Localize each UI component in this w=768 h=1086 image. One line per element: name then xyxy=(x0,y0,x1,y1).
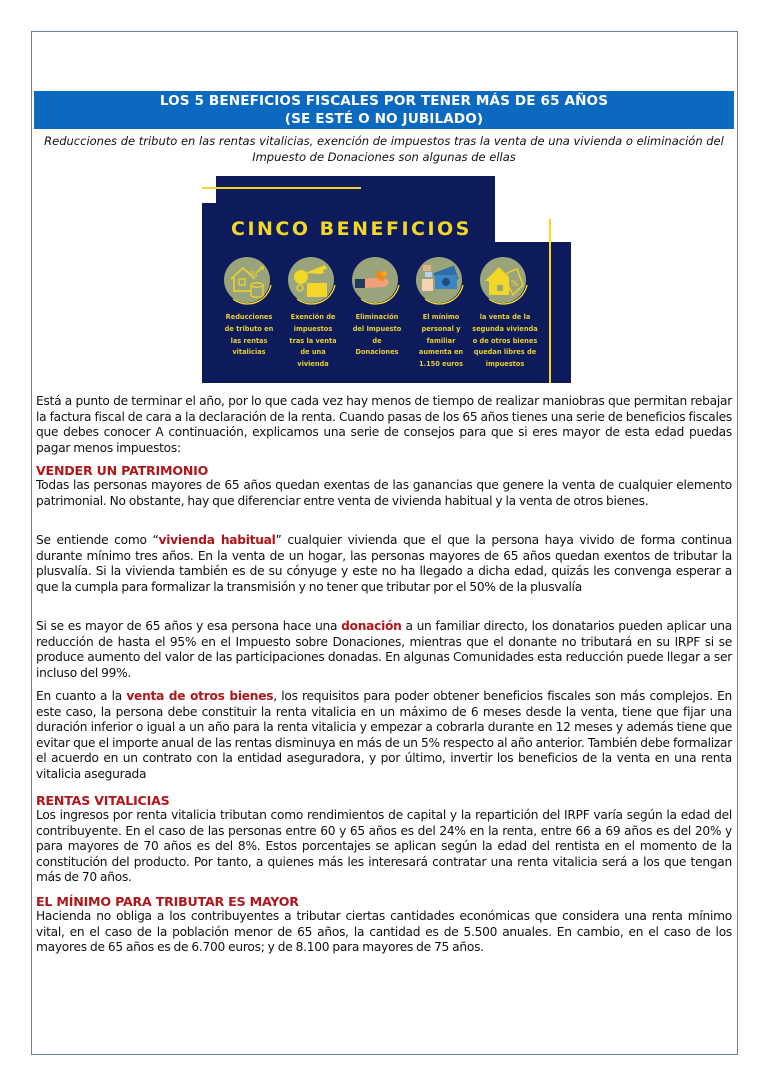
patrimonio-paragraph-otros-bienes: En cuanto a la venta de otros bienes, los requisitos para poder obtener beneficios fiscales son más complejos. En este caso, la persona debe constituir la renta vitalicia en un máximo de 6 meses desde la venta, tiene que fijar una duración inferior o igual a un año para la renta vitalicia y empezar a cobrarla durante en 12 meses y además tiene que evitar que el importe anual de las rentas disminuya en más de un 5% respecto al año anterior. También debe formalizar el acuerdo en un contrato con la entidad aseguradora, y por último, invertir los beneficios de la venta en una renta vitalicia asegurada xyxy=(36,689,732,781)
article-title-banner xyxy=(34,91,734,129)
infographic-cinco-beneficios xyxy=(196,172,571,383)
patrimonio-paragraph-vivienda-habitual: Se entiende como “vivienda habitual” cualquier vivienda que el que la persona haya vivido de forma continua durante mínimo tres años. En la venta de un hogar, las personas mayores de 65 años quedan exentos de tributar la plusvalía. Si la vivienda también es de su cónyuge y este no ha llegado a dicha edad, quizás les convenga esperar a que la cumpla para formalizar la transmisión y no tener que tributar por el 50% de la plusvalía xyxy=(36,533,732,594)
highlight-vivienda-habitual: vivienda habitual xyxy=(158,533,276,547)
highlight-donacion: donación xyxy=(341,619,402,633)
key-icon xyxy=(287,255,339,307)
rentas-paragraph: Los ingresos por renta vitalicia tributan como rendimientos de capital y la repartición del IRPF varía según la edad del contribuyente. En el caso de las personas entre 60 y 65 años es del 24% en la renta, entre 66 a 69 años es del 20% y para mayores de 70 años es del 8%. Estos porcentajes se aplican según la edad del rentista en el momento de la constitución del producto. Por tanto, a quienes más les interesará contratar una renta vitalicia será a los que tengan más de 70 años. xyxy=(36,808,732,885)
subtitle-line-2: Impuesto de Donaciones son algunas de ellas xyxy=(252,149,516,164)
svg-text:%: % xyxy=(511,279,519,288)
patrimonio-paragraph-donacion: Si se es mayor de 65 años y esa persona hace una donación a un familiar directo, los donatarios pueden aplicar una reducción de hasta el 95% en el Impuesto sobre Donaciones, mientras que el donante no tributará en su IRPF si se produce aumento del valor de las participaciones donadas. En algunas Comunidades esta reducción puede llegar a ser incluso del 99%. xyxy=(36,619,732,680)
infographic-white-corner-topleft xyxy=(196,176,216,203)
infographic-caption-1: Reducciones de tributo en las rentas vitalicias xyxy=(224,313,274,357)
infographic-caption-4: El mínimo personal y familiar aumenta en 1.150 euros xyxy=(418,313,464,369)
article-title-line-2: (SE ESTÉ O NO JUBILADO) xyxy=(284,110,484,127)
infographic-caption-5: la venta de la segunda vivienda o de otros bienes quedan libres de impuestos xyxy=(472,313,538,369)
heading-minimo-tributar: EL MÍNIMO PARA TRIBUTAR ES MAYOR xyxy=(36,894,299,909)
minimo-paragraph: Hacienda no obliga a los contribuyentes a tributar ciertas cantidades económicas que considera una renta mínimo vital, en el caso de la población menor de 65 años, la cantidad es de 5.500 anuales. En cambio, en el caso de los mayores de 65 años es de 6.700 euros; y de 8.100 para mayores de 75 años. xyxy=(36,909,732,955)
intro-paragraph: Está a punto de terminar el año, por lo que cada vez hay menos de tiempo de realizar maniobras que permitan rebajar la factura fiscal de cara a la declaración de la renta. Cuando pasas de los 65 años tienes una serie de beneficios fiscales que debes conocer A continuación, explicamos una serie de consejos para que si eres mayor de esta edad puedas pagar menos impuestos: xyxy=(36,394,732,455)
article-subtitle xyxy=(36,134,732,165)
heading-vender-patrimonio: VENDER UN PATRIMONIO xyxy=(36,463,209,478)
subtitle-line-1: Reducciones de tributo en las rentas vitalicias, exención de impuestos tras la venta de una vivienda o eliminación del xyxy=(44,134,724,148)
house-percent-coins-icon xyxy=(223,255,275,307)
infographic-title: CINCO BENEFICIOS xyxy=(231,218,472,240)
hand-coins-icon xyxy=(351,255,403,307)
infographic-white-corner-topright xyxy=(495,172,571,242)
infographic-caption-3: Eliminación del Impuesto de Donaciones xyxy=(352,313,402,357)
patrimonio-paragraph-1: Todas las personas mayores de 65 años quedan exentas de las ganancias que genere la venta de cualquier elemento patrimonial. No obstante, hay que diferenciar entre venta de vivienda habitual y la venta de otros bienes. xyxy=(36,478,732,508)
infographic-caption-2: Exención de impuestos tras la venta de una vivienda xyxy=(289,313,337,369)
highlight-venta-otros-bienes: venta de otros bienes xyxy=(126,689,274,703)
money-clock-icon xyxy=(415,255,467,307)
article-title-line-1: LOS 5 BENEFICIOS FISCALES POR TENER MÁS DE 65 AÑOS xyxy=(159,93,609,109)
svg-text:%: % xyxy=(250,270,258,279)
heading-rentas-vitalicias: RENTAS VITALICIAS xyxy=(36,793,170,808)
house-tag-icon xyxy=(479,255,531,307)
